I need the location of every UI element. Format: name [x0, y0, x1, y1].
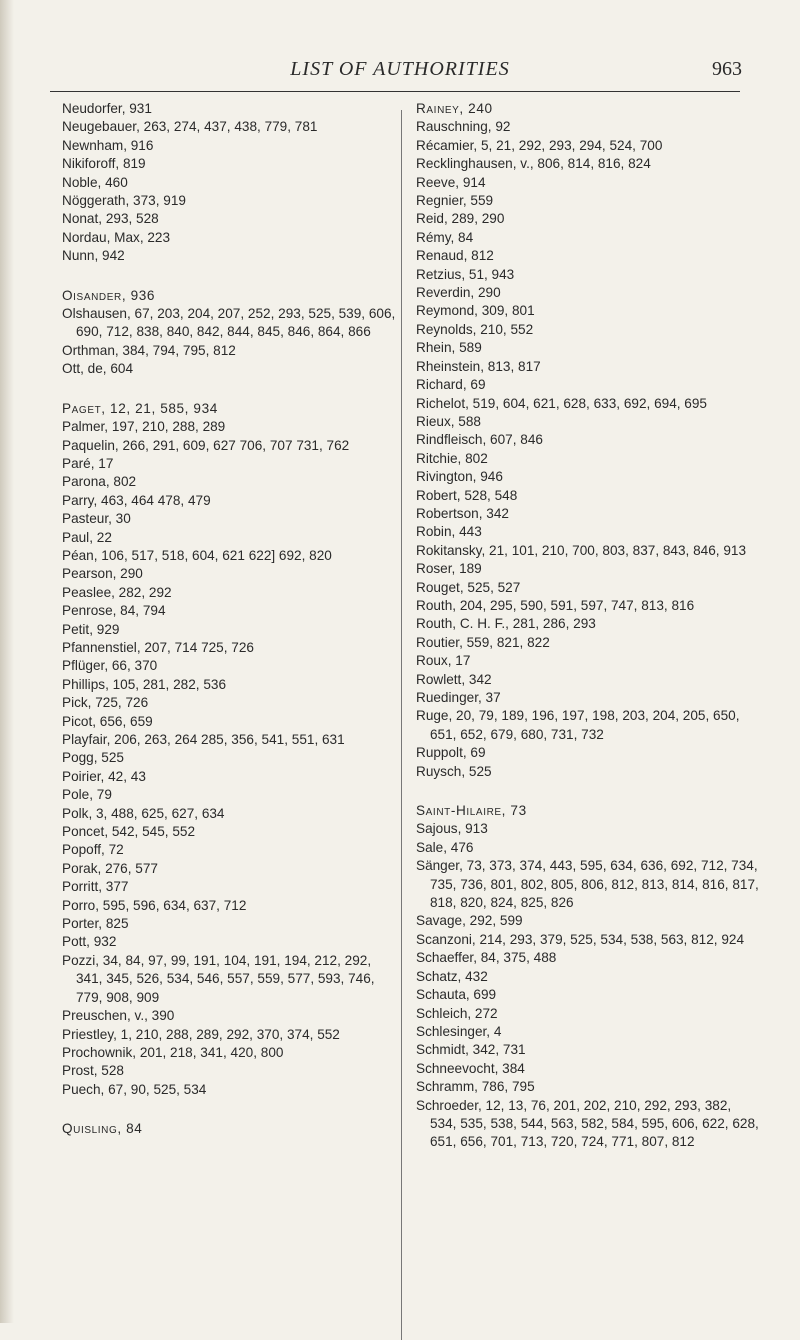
index-entry: Nikiforoff, 819 — [62, 156, 146, 172]
index-entry: Schmidt, 342, 731 — [416, 1042, 526, 1058]
index-entry: Preuschen, v., 390 — [62, 1008, 175, 1024]
index-entry: Nonat, 293, 528 — [62, 211, 159, 227]
running-title: LIST OF AUTHORITIES — [290, 58, 510, 80]
index-entry-section-start: Quisling, 84 — [62, 1121, 143, 1137]
column-divider — [401, 110, 402, 1340]
index-entry: Reid, 289, 290 — [416, 211, 505, 227]
section-gap — [62, 379, 397, 400]
index-entry-section-start: Rainey, 240 — [416, 101, 493, 116]
index-entry: Pogg, 525 — [62, 750, 124, 766]
page-edge-shadow — [0, 0, 14, 1323]
index-entry: Paquelin, 266, 291, 609, 627 706, 707 731, 762 — [62, 437, 350, 453]
index-entry: Rowlett, 342 — [416, 671, 492, 687]
index-entry: Porro, 595, 596, 634, 637, 712 — [62, 897, 247, 913]
index-entry: Paré, 17 — [62, 455, 114, 471]
index-entry: Regnier, 559 — [416, 193, 494, 209]
index-entry: Recklinghausen, v., 806, 814, 816, 824 — [416, 156, 651, 172]
index-entry: Reymond, 309, 801 — [416, 303, 535, 319]
index-entry: Ott, de, 604 — [62, 361, 134, 377]
index-entry: Puech, 67, 90, 525, 534 — [62, 1081, 207, 1097]
index-entry: Pflüger, 66, 370 — [62, 658, 158, 674]
index-entry: Rémy, 84 — [416, 229, 474, 245]
index-entry: Sänger, 73, 373, 374, 443, 595, 634, 636, 692, 712, 734, 735, 736, 801, 802, 805, 806, 812, 813, 814, 816, 817, 818, 820, 824, 825, 826 — [416, 858, 759, 911]
index-entry: Péan, 106, 517, 518, 604, 621 622] 692, 820 — [62, 547, 332, 563]
index-entry: Rhein, 589 — [416, 340, 482, 356]
right-column — [416, 100, 760, 1152]
index-entry: Rieux, 588 — [416, 413, 481, 429]
index-entry: Roser, 189 — [416, 561, 482, 577]
index-entry: Neudorfer, 931 — [62, 101, 152, 116]
index-entry: Paul, 22 — [62, 529, 112, 545]
index-entry: Porritt, 377 — [62, 879, 129, 895]
index-entry: Playfair, 206, 263, 264 285, 356, 541, 551, 631 — [62, 732, 345, 747]
left-column — [62, 100, 397, 1139]
index-entry: Olshausen, 67, 203, 204, 207, 252, 293, 525, 539, 606, 690, 712, 838, 840, 842, 844, 845, 846, 864, 866 — [62, 306, 396, 340]
index-entry: Ruppolt, 69 — [416, 745, 486, 761]
index-entry: Ruge, 20, 79, 189, 196, 197, 198, 203, 204, 205, 650, 651, 652, 679, 680, 731, 732 — [416, 708, 740, 742]
index-entry-section-start: Saint-Hilaire, 73 — [416, 803, 527, 819]
index-entry: Prochownik, 201, 218, 341, 420, 800 — [62, 1044, 284, 1060]
index-entry: Savage, 292, 599 — [416, 913, 523, 929]
index-entry: Sale, 476 — [416, 839, 474, 855]
index-entry: Noble, 460 — [62, 174, 128, 190]
index-entry: Poncet, 542, 545, 552 — [62, 824, 196, 840]
index-entry: Rouget, 525, 527 — [416, 579, 521, 595]
index-entry: Newnham, 916 — [62, 137, 154, 153]
index-entry: Robert, 528, 548 — [416, 487, 518, 503]
index-entry: Priestley, 1, 210, 288, 289, 292, 370, 374, 552 — [62, 1026, 340, 1042]
index-entry: Popoff, 72 — [62, 842, 124, 858]
index-entry: Pozzi, 34, 84, 97, 99, 191, 104, 191, 194, 212, 292, 341, 345, 526, 534, 546, 557, 559, 577, 593, 746, 779, 908, 909 — [62, 952, 375, 1005]
index-entry: Pott, 932 — [62, 934, 117, 950]
index-entry: Richelot, 519, 604, 621, 628, 633, 692, 694, 695 — [416, 395, 707, 411]
index-entry: Renaud, 812 — [416, 248, 494, 264]
header-rule — [50, 91, 740, 92]
page-header — [40, 58, 760, 88]
index-entry: Porter, 825 — [62, 916, 129, 932]
index-entry: Polk, 3, 488, 625, 627, 634 — [62, 805, 225, 821]
index-entry: Schleich, 272 — [416, 1005, 498, 1021]
page-number: 963 — [712, 58, 742, 80]
index-entry: Schatz, 432 — [416, 968, 488, 984]
index-entry: Parona, 802 — [62, 474, 137, 490]
index-entry: Porak, 276, 577 — [62, 860, 158, 876]
index-entry: Schauta, 699 — [416, 987, 497, 1003]
index-entry: Neugebauer, 263, 274, 437, 438, 779, 781 — [62, 119, 318, 135]
index-entry: Pick, 725, 726 — [62, 695, 149, 711]
index-entry: Récamier, 5, 21, 292, 293, 294, 524, 700 — [416, 137, 663, 153]
index-entry: Parry, 463, 464 478, 479 — [62, 492, 211, 508]
section-gap — [62, 1099, 397, 1120]
index-entry: Reeve, 914 — [416, 174, 486, 190]
index-entry: Roux, 17 — [416, 653, 471, 669]
index-entry: Routh, 204, 295, 590, 591, 597, 747, 813, 816 — [416, 597, 695, 613]
index-entry: Retzius, 51, 943 — [416, 266, 515, 282]
index-entry: Ruysch, 525 — [416, 763, 492, 779]
index-entry: Pearson, 290 — [62, 566, 143, 582]
index-entry: Scanzoni, 214, 293, 379, 525, 534, 538, 563, 812, 924 — [416, 931, 745, 947]
index-entry: Rauschning, 92 — [416, 119, 511, 135]
index-entry: Richard, 69 — [416, 377, 486, 393]
index-entry: Palmer, 197, 210, 288, 289 — [62, 419, 226, 435]
index-entry: Pole, 79 — [62, 787, 112, 803]
index-entry: Pfannenstiel, 207, 714 725, 726 — [62, 639, 254, 655]
index-entry: Nöggerath, 373, 919 — [62, 193, 186, 209]
index-entry: Petit, 929 — [62, 621, 120, 637]
index-entry: Rheinstein, 813, 817 — [416, 358, 541, 374]
index-entry: Nunn, 942 — [62, 248, 125, 264]
index-entry: Picot, 656, 659 — [62, 713, 153, 729]
index-entry: Ritchie, 802 — [416, 450, 488, 466]
index-entry: Nordau, Max, 223 — [62, 229, 171, 245]
index-entry: Rindfleisch, 607, 846 — [416, 432, 543, 448]
index-entry: Routh, C. H. F., 281, 286, 293 — [416, 616, 596, 632]
index-entry: Prost, 528 — [62, 1063, 124, 1079]
index-entry: Rokitansky, 21, 101, 210, 700, 803, 837, 843, 846, 913 — [416, 542, 747, 558]
index-entry: Orthman, 384, 794, 795, 812 — [62, 342, 236, 358]
index-entry: Ruedinger, 37 — [416, 690, 501, 705]
index-entry: Peaslee, 282, 292 — [62, 584, 172, 600]
section-gap — [416, 781, 760, 802]
index-entry: Phillips, 105, 281, 282, 536 — [62, 676, 227, 692]
index-entry: Schneevocht, 384 — [416, 1060, 525, 1076]
index-entry: Sajous, 913 — [416, 821, 488, 837]
index-entry: Robertson, 342 — [416, 505, 509, 521]
index-entry: Schlesinger, 4 — [416, 1023, 502, 1039]
index-entry: Rivington, 946 — [416, 469, 503, 485]
index-entry: Poirier, 42, 43 — [62, 768, 146, 784]
index-entry: Penrose, 84, 794 — [62, 603, 166, 619]
index-entry: Robin, 443 — [416, 524, 482, 540]
index-entry: Routier, 559, 821, 822 — [416, 634, 550, 650]
index-entry: Reynolds, 210, 552 — [416, 321, 534, 337]
index-entry-section-start: Paget, 12, 21, 585, 934 — [62, 400, 218, 416]
index-entry: Reverdin, 290 — [416, 285, 501, 301]
index-entry: Schroeder, 12, 13, 76, 201, 202, 210, 292, 293, 382, 534, 535, 538, 544, 563, 582, 584, 595, 606, 622, 628, 651, 656, 701, 713, 720, 724, 771, 807, 812 — [416, 1097, 759, 1150]
section-gap — [62, 266, 397, 287]
index-entry: Schramm, 786, 795 — [416, 1079, 535, 1095]
index-entry-section-start: Oisander, 936 — [62, 287, 156, 303]
index-entry: Pasteur, 30 — [62, 511, 131, 527]
index-entry: Schaeffer, 84, 375, 488 — [416, 950, 557, 966]
